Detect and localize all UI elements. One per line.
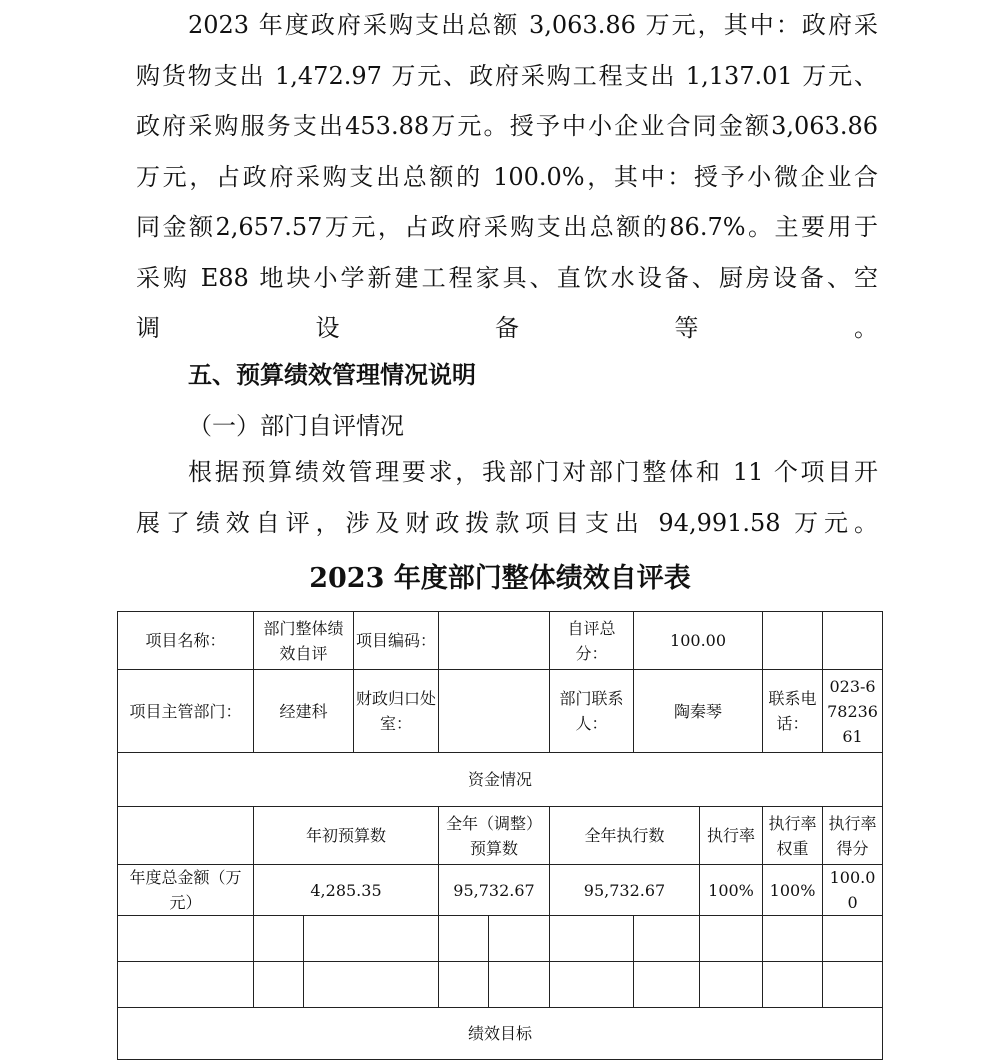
table-title: 2023 年度部门整体绩效自评表 [309,563,691,594]
total-score-label: 自评总分： [550,612,634,670]
empty-cell [304,916,439,962]
empty-cell [763,916,823,962]
total-score-value: 100.00 [634,612,763,670]
contact-label: 部门联系人： [550,670,634,753]
project-code-value [439,612,550,670]
text-line: 展了绩效自评，涉及财政拨款项目支出 94,991.58 万元。 [136,508,878,537]
empty-cell [823,962,883,1008]
empty-cell [118,807,254,865]
empty-cell [700,916,763,962]
col-adjusted-budget: 全年（调整）预算数 [439,807,550,865]
table-row [118,1008,883,1060]
table-row [118,916,883,962]
table-row [118,612,883,670]
funds-total-label: 年度总金额（万元） [118,865,254,916]
empty-cell [118,962,254,1008]
project-name-value: 部门整体绩效自评 [254,612,354,670]
empty-cell [634,962,700,1008]
paragraph-procurement [136,0,878,354]
table-row [118,962,883,1008]
empty-cell [550,962,634,1008]
col-initial-budget: 年初预算数 [254,807,439,865]
dept-label: 项目主管部门： [118,670,254,753]
text-line: 万元，占政府采购支出总额的 100.0%，其中：授予小微企业合 [136,162,878,191]
empty-cell [118,916,254,962]
text-line: 调设备等。 [136,314,878,342]
finance-office-label: 财政归口处室： [354,670,439,753]
text-line: 同金额2,657.57万元，占政府采购支出总额的86.7%。主要用于 [136,213,878,241]
empty-cell [489,962,550,1008]
paragraph-self-evaluation [136,447,878,548]
funds-executed: 95,732.67 [550,865,700,916]
empty-cell [439,916,489,962]
funds-exec-rate: 100% [700,865,763,916]
project-name-label: 项目名称： [118,612,254,670]
text-line: 根据预算绩效管理要求，我部门对部门整体和 11 个项目开 [188,458,878,486]
contact-value: 陶秦琴 [634,670,763,753]
empty-cell [304,962,439,1008]
empty-cell [439,962,489,1008]
section-heading: 五、预算绩效管理情况说明 [188,361,476,389]
empty-cell [254,962,304,1008]
subsection-heading: （一）部门自评情况 [188,412,404,440]
col-exec-rate: 执行率 [700,807,763,865]
project-code-label: 项目编码： [354,612,439,670]
table-row [118,865,883,916]
table-row [118,753,883,807]
empty-cell [254,916,304,962]
text-line: 采购 E88 地块小学新建工程家具、直饮水设备、厨房设备、空 [136,263,878,292]
phone-value: 023-67823661 [823,670,883,753]
funds-initial-budget: 4,285.35 [254,865,439,916]
goals-section-header: 绩效目标 [118,1008,883,1060]
col-exec-weight: 执行率权重 [763,807,823,865]
empty-cell [550,916,634,962]
text-line: 购货物支出 1,472.97 万元、政府采购工程支出 1,137.01 万元、 [136,61,878,90]
empty-cell [700,962,763,1008]
funds-exec-score: 100.00 [823,865,883,916]
table-row [118,670,883,753]
empty-cell [763,612,823,670]
finance-office-value [439,670,550,753]
funds-adjusted-budget: 95,732.67 [439,865,550,916]
empty-cell [763,962,823,1008]
empty-cell [823,612,883,670]
empty-cell [634,916,700,962]
text-line: 政府采购服务支出453.88万元。授予中小企业合同金额3,063.86 [136,112,878,140]
funds-exec-weight: 100% [763,865,823,916]
phone-label: 联系电话： [763,670,823,753]
empty-cell [823,916,883,962]
empty-cell [489,916,550,962]
col-executed: 全年执行数 [550,807,700,865]
dept-value: 经建科 [254,670,354,753]
evaluation-table [117,611,883,1060]
funds-section-header: 资金情况 [118,753,883,807]
table-row [118,807,883,865]
col-exec-score: 执行率得分 [823,807,883,865]
text-line: 2023 年度政府采购支出总额 3,063.86 万元，其中：政府采 [188,11,878,39]
